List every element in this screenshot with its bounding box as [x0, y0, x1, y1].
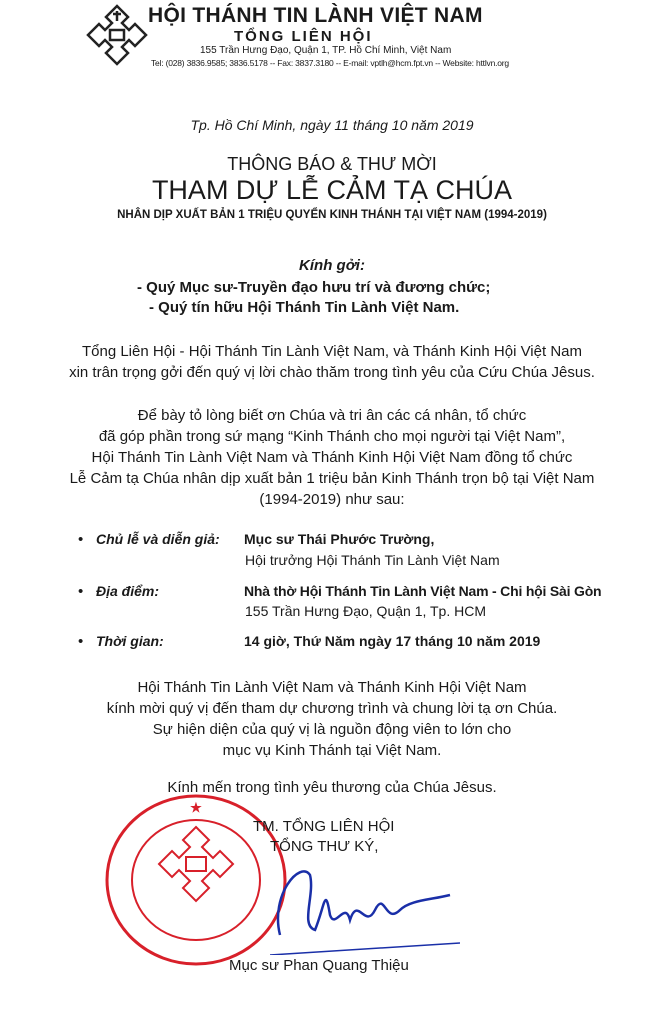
recipients-label: Kính gởi:: [299, 257, 365, 274]
bullet-icon: •: [78, 633, 84, 650]
signature-title: TM. TỔNG LIÊN HỘI: [253, 818, 395, 835]
para2-line: Hội Thánh Tin Lành Việt Nam và Thánh Kinh Hội Việt Nam đồng tổ chức: [91, 449, 573, 466]
bullet-icon: •: [78, 531, 84, 548]
detail-value: Mục sư Thái Phước Trường,: [244, 531, 435, 547]
subtitle: NHÂN DỊP XUẤT BẢN 1 TRIỆU QUYỂN KINH THÁNH TẠI VIỆT NAM (1994-2019): [117, 209, 547, 221]
regards: Kính mến trong tình yêu thương của Chúa Jêsus.: [167, 779, 497, 796]
bullet-icon: •: [78, 583, 84, 600]
para2-line: Lễ Cảm tạ Chúa nhân dịp xuất bản 1 triệu bản Kinh Thánh trọn bộ tại Việt Nam: [69, 470, 595, 487]
detail-note: Hội trưởng Hội Thánh Tin Lành Việt Nam: [245, 552, 500, 568]
svg-text:★: ★: [190, 800, 202, 815]
closing-line: Sự hiện diện của quý vị là nguồn động viên to lớn cho: [152, 721, 512, 738]
org-name: HỘI THÁNH TIN LÀNH VIỆT NAM: [148, 4, 483, 27]
detail-label: Thời gian:: [96, 633, 164, 649]
detail-label: Địa điểm:: [96, 583, 160, 599]
para2-line: Để bày tỏ lòng biết ơn Chúa và tri ân các cá nhân, tổ chức: [137, 407, 527, 424]
church-logo-icon: [86, 4, 148, 66]
closing-line: kính mời quý vị đến tham dự chương trình và chung lời tạ ơn Chúa.: [106, 700, 558, 717]
detail-value: 14 giờ, Thứ Năm ngày 17 tháng 10 năm 2019: [244, 633, 541, 649]
org-contact: Tel: (028) 3836.9585; 3836.5178 -- Fax: 3837.3180 -- E-mail: vptlh@hcm.fpt.vn -- Website: httlvn.org: [151, 58, 509, 68]
kicker: THÔNG BÁO & THƯ MỜI: [227, 154, 437, 174]
letter-date: Tp. Hồ Chí Minh, ngày 11 tháng 10 năm 2019: [190, 117, 474, 133]
signature-role: TỔNG THƯ KÝ,: [270, 838, 379, 855]
closing-line: Hội Thánh Tin Lành Việt Nam và Thánh Kinh Hội Việt Nam: [137, 679, 527, 696]
detail-label: Chủ lễ và diễn giả:: [96, 531, 220, 547]
org-sub: TỔNG LIÊN HỘI: [234, 28, 373, 45]
page-title: THAM DỰ LỄ CẢM TẠ CHÚA: [151, 175, 513, 205]
org-address: 155 Trần Hưng Đạo, Quận 1, TP. Hồ Chí Minh, Việt Nam: [200, 45, 452, 56]
detail-note: 155 Trần Hưng Đạo, Quận 1, Tp. HCM: [245, 603, 487, 619]
para2-line: đã góp phần trong sứ mạng “Kinh Thánh cho mọi người tại Việt Nam”,: [98, 428, 566, 445]
para1-line: Tổng Liên Hội - Hội Thánh Tin Lành Việt Nam, và Thánh Kinh Hội Việt Nam: [81, 343, 582, 360]
recipient: - Quý tín hữu Hội Thánh Tin Lành Việt Nam.: [149, 299, 460, 316]
para2-line: (1994-2019) như sau:: [259, 491, 405, 508]
recipient: - Quý Mục sư-Truyền đạo hưu trí và đương chức;: [137, 279, 491, 296]
closing-line: mục vụ Kinh Thánh tại Việt Nam.: [222, 742, 442, 759]
handwritten-signature: [270, 855, 460, 955]
signer-name: Mục sư Phan Quang Thiệu: [229, 957, 409, 974]
detail-value: Nhà thờ Hội Thánh Tin Lành Việt Nam - Chi hội Sài Gòn: [244, 583, 602, 599]
para1-line: xin trân trọng gởi đến quý vị lời chào thăm trong tình yêu của Cứu Chúa Jêsus.: [69, 364, 595, 381]
